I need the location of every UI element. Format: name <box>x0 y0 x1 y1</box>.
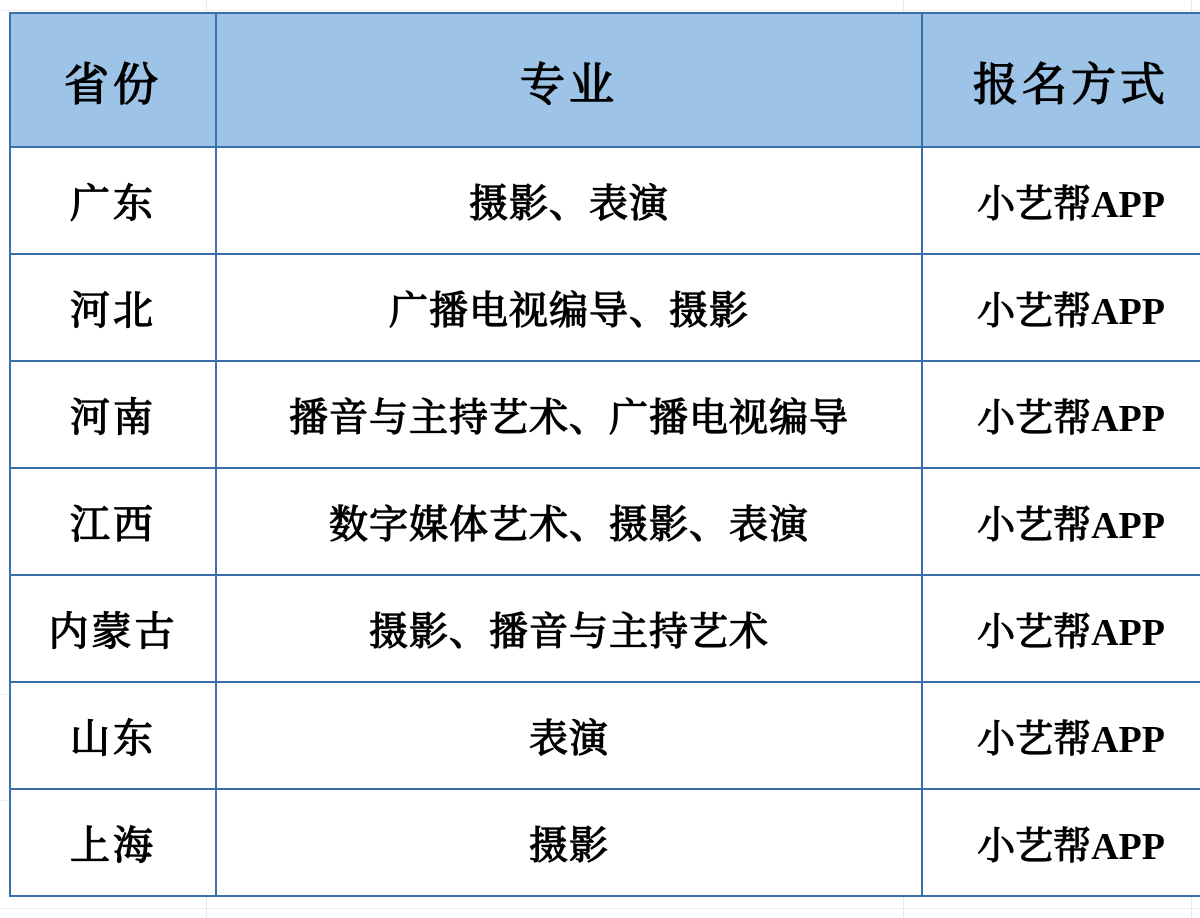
cell-province: 山东 <box>10 682 216 789</box>
cell-method: 小艺帮APP <box>922 682 1200 789</box>
cell-method: 小艺帮APP <box>922 254 1200 361</box>
cell-province: 江西 <box>10 468 216 575</box>
cell-major: 摄影、表演 <box>216 147 922 254</box>
grid-line-horizontal <box>0 10 1200 11</box>
table-row <box>10 468 1200 575</box>
cell-major: 表演 <box>216 682 922 789</box>
grid-line-horizontal <box>0 908 1200 909</box>
table-row <box>10 575 1200 682</box>
cell-province: 广东 <box>10 147 216 254</box>
cell-major: 数字媒体艺术、摄影、表演 <box>216 468 922 575</box>
table-row <box>10 682 1200 789</box>
header-province: 省份 <box>10 13 216 147</box>
table-row <box>10 361 1200 468</box>
cell-major: 摄影、播音与主持艺术 <box>216 575 922 682</box>
table-row <box>10 147 1200 254</box>
cell-method: 小艺帮APP <box>922 468 1200 575</box>
table-container <box>9 12 1189 897</box>
table-header <box>10 13 1200 147</box>
cell-province: 上海 <box>10 789 216 896</box>
cell-province: 内蒙古 <box>10 575 216 682</box>
cell-method: 小艺帮APP <box>922 789 1200 896</box>
table-row <box>10 789 1200 896</box>
table-header-row <box>10 13 1200 147</box>
table-row <box>10 254 1200 361</box>
cell-major: 广播电视编导、摄影 <box>216 254 922 361</box>
table-body <box>10 147 1200 896</box>
header-method: 报名方式 <box>922 13 1200 147</box>
cell-method: 小艺帮APP <box>922 575 1200 682</box>
cell-province: 河北 <box>10 254 216 361</box>
cell-method: 小艺帮APP <box>922 147 1200 254</box>
majors-table <box>9 12 1200 897</box>
cell-province: 河南 <box>10 361 216 468</box>
cell-major: 摄影 <box>216 789 922 896</box>
cell-major: 播音与主持艺术、广播电视编导 <box>216 361 922 468</box>
cell-method: 小艺帮APP <box>922 361 1200 468</box>
header-major: 专业 <box>216 13 922 147</box>
